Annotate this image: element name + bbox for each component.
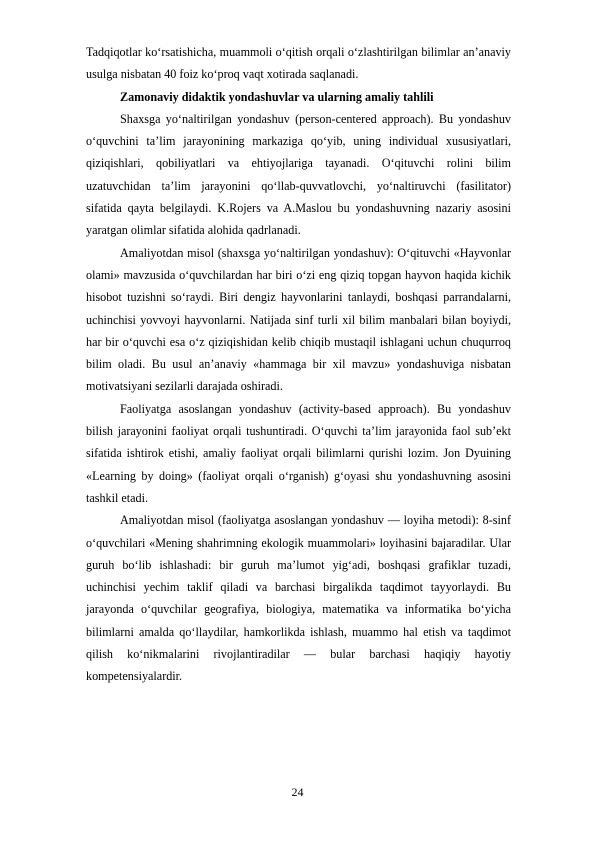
paragraph-activity-based-example: Amaliyotdan misol (faoliyatga asoslangan yondashuv — loyiha metodi): 8-sinf o‘quvchilari «Mening shahrimning ekologik muammolari» loyihasini bajaradilar. Ular guruh bo‘lib ishlashadi: bir guruh ma’lumot yig‘adi, boshqasi grafiklar tuzadi, uchinchisi yechim taklif qiladi va barchasi birgalikda taqdimot tayyorlaydi. Bu jarayonda o‘quvchilar geografiya, biologiya, matematika va informatika bo‘yicha bilimlarni amalda qo‘llaydilar, hamkorlikda ishlash, muammo hal etish va taqdimot qilish ko‘nikmalarini rivojlantiradilar — bular barchasi haqiqiy hayotiy kompetensiyalardir. bbox=[86, 513, 511, 684]
document-page bbox=[86, 41, 511, 688]
paragraph-person-centered: Shaxsga yo‘naltirilgan yondashuv (person-centered approach). Bu yondashuv o‘quvchini ta’lim jarayonining markaziga qo‘yib, uning individual xususiyatlari, qiziqishlari, qobiliyatlari va ehtiyojlariga tayanadi. O‘qituvchi rolini bilim uzatuvchidan ta’lim jarayonini qo‘llab-quvvatlovchi, yo‘naltiruvchi (fasilitator) sifatida qayta belgilaydi. K.Rojers va A.Maslou bu yondashuvning nazariy asosini yaratgan olimlar sifatida alohida qadrlanadi. bbox=[86, 111, 511, 238]
paragraph-activity-based: Faoliyatga asoslangan yondashuv (activity-based approach). Bu yondashuv bilish jarayonini faoliyat orqali tushuntiradi. O‘quvchi ta’lim jarayonida faol sub’ekt sifatida ishtirok etishi, amaliy faoliyat orqali bilimlarni qurishi lozim. Jon Dyuining «Learning by doing» (faoliyat orqali o‘rganish) g‘oyasi shu yondashuvning asosini tashkil etadi. bbox=[86, 401, 511, 505]
section-heading: Zamonaviy didaktik yondashuvlar va ularning amaliy tahlili bbox=[120, 89, 434, 104]
page-number: 24 bbox=[291, 785, 304, 799]
paragraph-person-centered-example: Amaliyotdan misol (shaxsga yo‘naltirilgan yondashuv): O‘qituvchi «Hayvonlar olami» mavzusida o‘quvchilardan har biri o‘zi eng qiziq topgan hayvon haqida kichik hisobot tuzishni so‘raydi. Biri dengiz hayvonlarini tanlaydi, boshqasi parrandalarni, uchinchisi yovvoyi hayvonlarni. Natijada sinf turli xil bilim manbalari bilan boyiydi, har bir o‘quvchi esa o‘z qiziqishidan kelib chiqib mustaqil ishlagani uchun chuqurroq bilim oladi. Bu usul an’anaviy «hammaga bir xil mavzu» yondashuviga nisbatan motivatsiyani sezilarli darajada oshiradi. bbox=[86, 245, 511, 394]
paragraph-research-findings: Tadqiqotlar ko‘rsatishicha, muammoli o‘qitish orqali o‘zlashtirilgan bilimlar an’anaviy usulga nisbatan 40 foiz ko‘proq vaqt xotirada saqlanadi. bbox=[86, 45, 511, 82]
